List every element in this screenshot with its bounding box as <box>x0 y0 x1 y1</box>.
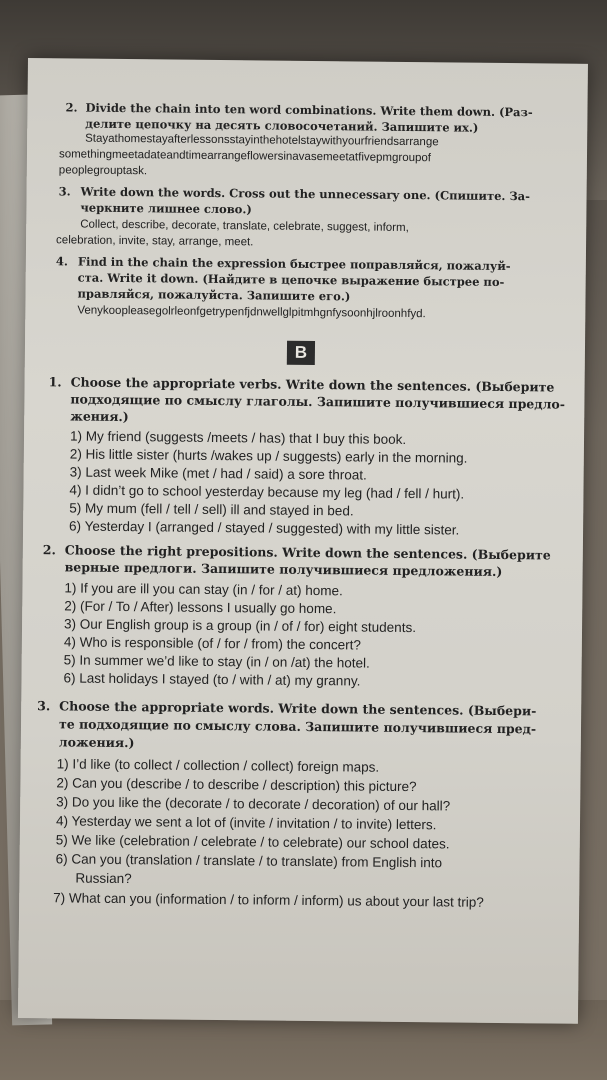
exercise-b2-item: 2) (For / To / After) lessons I usually go home. <box>64 598 337 617</box>
exercise-a2-chain-line: somethingmeetadateandtimearrangeflowersinavasemeetatfivepmgroupof <box>58 148 432 165</box>
exercise-a2-chain-line: Stayathomestayafterlessonsstayinthehotelstaywithyourfriendsarrange <box>85 132 439 149</box>
exercise-a2-instruction-line: Divide the chain into ten word combinations. Write them down. (Раз- <box>85 100 533 120</box>
exercise-b3-item: 6) Can you (translation / translate / to translate) from English into <box>55 851 443 871</box>
exercise-b2-item: 3) Our English group is a group (in / of / for) eight students. <box>63 616 417 636</box>
exercise-b3-item: 2) Can you (describe / to describe / description) this picture? <box>56 775 417 795</box>
exercise-b2-item: 4) Who is responsible (of / for / from) the concert? <box>63 634 362 653</box>
exercise-a3-instruction-line: Write down the words. Cross out the unnecessary one. (Спишите. За- <box>80 184 531 204</box>
exercise-b3-item: 4) Yesterday we sent a lot of (invite / invitation / to invite) letters. <box>55 813 437 833</box>
exercise-a3-number: 3. <box>58 184 71 199</box>
exercise-b3-item: 3) Do you like the (decorate / to decorate / decoration) of our hall? <box>56 794 451 814</box>
exercise-b1-instruction-line: жения.) <box>70 408 129 425</box>
exercise-b2-number: 2. <box>42 542 56 558</box>
exercise-a4-instruction-line: ста. Write it down. (Найдите в цепочке выражение быстрее по- <box>77 270 505 289</box>
exercise-b1-number: 1. <box>48 374 62 390</box>
exercise-b1-item: 6) Yesterday I (arranged / stayed / suggested) with my little sister. <box>69 518 460 538</box>
exercise-a4-number: 4. <box>55 254 68 269</box>
exercise-a3-words-line: celebration, invite, stay, arrange, meet. <box>56 234 254 249</box>
exercise-b1-instruction-line: Choose the appropriate verbs. Write down the sentences. (Выберите <box>70 374 555 395</box>
exercise-b2-item: 1) If you are ill you can stay (in / for / at) home. <box>64 580 343 599</box>
exercise-b2-instruction-line: верные предлоги. Запишите получившиеся предложения.) <box>64 559 503 579</box>
exercise-b3-item-continuation: Russian? <box>75 870 132 887</box>
exercise-a3-instruction-line: черкните лишнее слово.) <box>80 200 252 217</box>
exercise-b1-instruction-line: подходящие по смыслу глаголы. Запишите получившиеся предло- <box>70 391 566 412</box>
exercise-b1-item: 2) His little sister (hurts /wakes up / suggests) early in the morning. <box>69 446 468 466</box>
exercise-b3-instruction-line: те подходящие по смыслу слова. Запишите получившиеся пред- <box>58 716 537 737</box>
exercise-b1-item: 1) My friend (suggests /meets / has) that I buy this book. <box>69 428 407 447</box>
textbook-page <box>18 58 588 1024</box>
exercise-a4-instruction-line: Find in the chain the expression быстрее поправляйся, пожалуй- <box>77 254 511 274</box>
exercise-b3-item: 5) We like (celebration / celebrate / to celebrate) our school dates. <box>55 832 450 852</box>
exercise-a3-words-line: Collect, describe, decorate, translate, celebrate, suggest, inform, <box>80 218 409 234</box>
exercise-a4-chain-line: Venykoopleasegolrleonfgetrypenfjdnwellglpitmhgnfysoonhjlroonhfyd. <box>77 304 426 321</box>
exercise-b2-item: 6) Last holidays I stayed (to / with / at) my granny. <box>63 670 361 689</box>
exercise-b3-item: 1) I’d like (to collect / collection / collect) foreign maps. <box>56 756 380 775</box>
section-b-marker: B <box>287 341 315 365</box>
exercise-b1-item: 4) I didn’t go to school yesterday because my leg (had / fell / hurt). <box>69 482 465 502</box>
exercise-b3-item: 7) What can you (information / to inform / inform) us about your last trip? <box>53 890 484 910</box>
exercise-b3-instruction-line: Choose the appropriate words. Write down the sentences. (Выбери- <box>59 698 537 719</box>
page-content <box>18 58 588 1024</box>
exercise-a4-instruction-line: правляйся, пожалуйста. Запишите его.) <box>77 286 351 304</box>
exercise-b3-instruction-line: ложения.) <box>58 734 135 751</box>
exercise-b1-item: 3) Last week Mike (met / had / said) a sore throat. <box>69 464 367 483</box>
exercise-b3-number: 3. <box>37 698 51 714</box>
exercise-a2-instruction-line: делите цепочку на десять словосочетаний. Запишите их.) <box>85 116 479 135</box>
exercise-b1-item: 5) My mum (fell / tell / sell) ill and stayed in bed. <box>69 500 354 519</box>
exercise-a2-chain-line: peoplegrouptask. <box>58 164 148 178</box>
exercise-b2-instruction-line: Choose the right prepositions. Write down the sentences. (Выберите <box>64 542 551 563</box>
exercise-b2-item: 5) In summer we’d like to stay (in / on /at) the hotel. <box>63 652 370 671</box>
exercise-a2-number: 2. <box>65 100 78 115</box>
